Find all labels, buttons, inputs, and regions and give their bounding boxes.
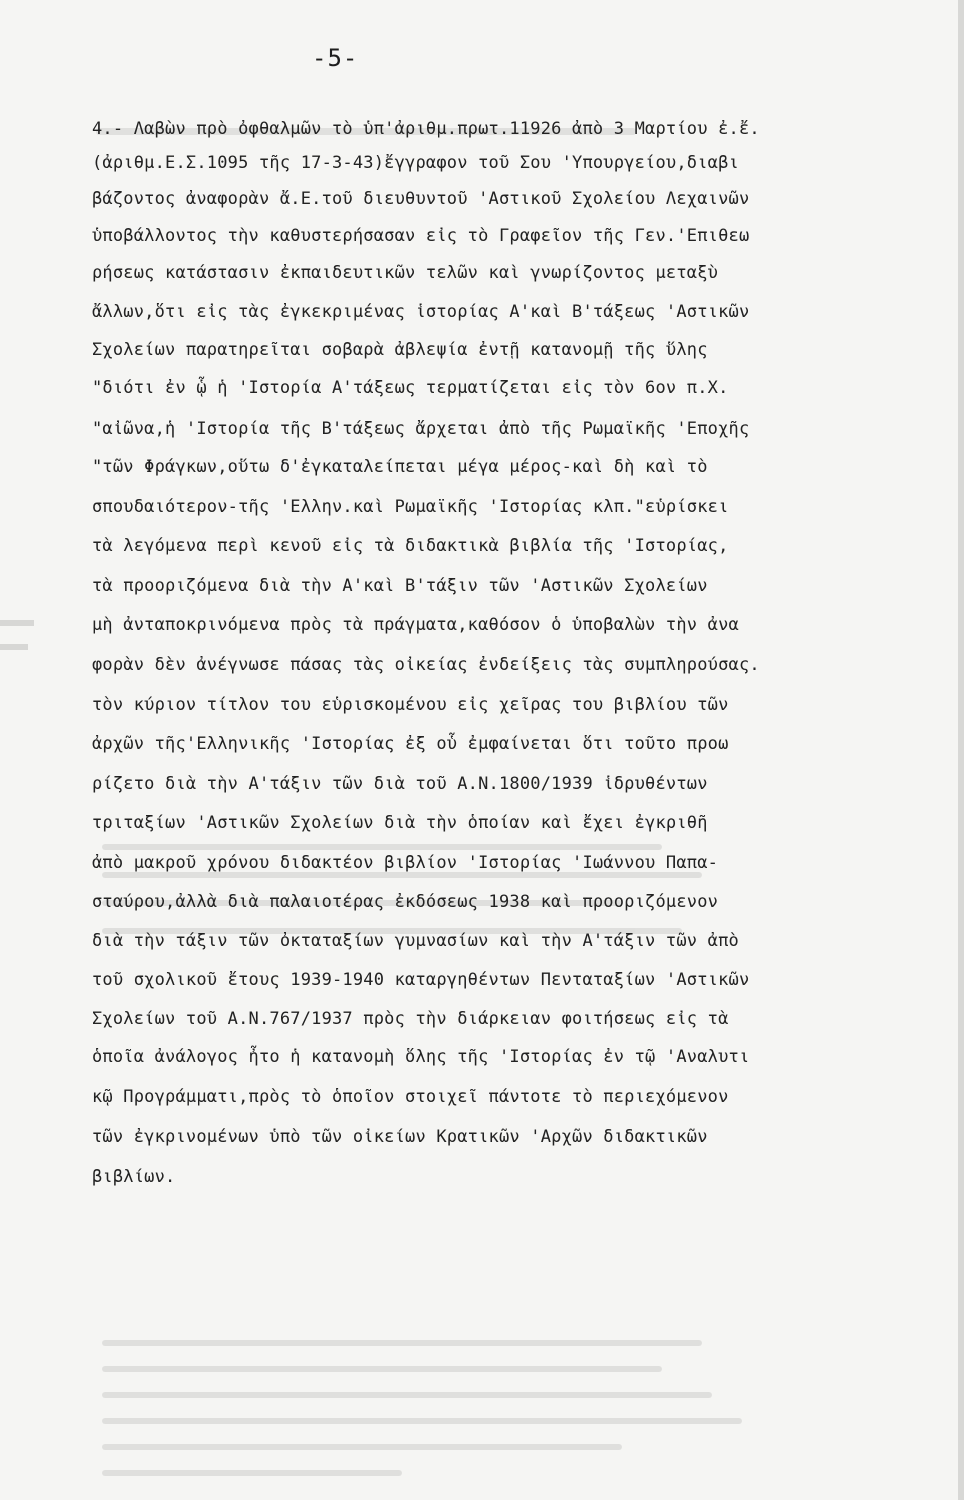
- text-line: ρήσεως κατάστασιν ἐκπαιδευτικῶν τελῶν καὶ γνωρίζοντος μεταξὺ: [92, 263, 719, 283]
- text-line: μὴ ἀνταποκρινόμενα πρὸς τὰ πράγματα,καθόσον ὁ ὑποβαλὼν τὴν ἀνα: [92, 615, 739, 635]
- text-line: τῶν ἐγκρινομένων ὑπὸ τῶν οἰκείων Κρατικῶν 'Αρχῶν διδακτικῶν: [92, 1127, 708, 1147]
- text-line: "διότι ἐν ᾧ ἡ 'Ιστορία Α'τάξεως τερματίζεται εἰς τὸν 6ον π.Χ.: [92, 378, 729, 398]
- text-line: (ἀριθμ.Ε.Σ.1095 τῆς 17-3-43)ἔγγραφον τοῦ Σου 'Υπουργείου,διαβι: [92, 153, 739, 173]
- text-line: τὰ προοριζόμενα διὰ τὴν Α'καὶ Β'τάξιν τῶν 'Αστικῶν Σχολείων: [92, 576, 708, 596]
- text-line: βιβλίων.: [92, 1167, 176, 1187]
- page-number: -5-: [312, 44, 359, 72]
- text-line: διὰ τὴν τάξιν τῶν ὀκταταξίων γυμνασίων καὶ τὴν Α'τάξιν τῶν ἀπὸ: [92, 931, 739, 951]
- text-line: βάζοντος ἀναφορὰν ἄ.Ε.τοῦ διευθυντοῦ 'Αστικοῦ Σχολείου Λεχαινῶν: [92, 189, 750, 209]
- text-line: ρίζετο διὰ τὴν Α'τάξιν τῶν διὰ τοῦ Α.Ν.1800/1939 ἱδρυθέντων: [92, 774, 708, 794]
- text-line: σταύρου,ἀλλὰ διὰ παλαιοτέρας ἐκδόσεως 1938 καὶ προοριζόμενον: [92, 892, 719, 912]
- text-line: τὸν κύριον τίτλον του εὑρισκομένου εἰς χεῖρας του βιβλίου τῶν: [92, 695, 729, 715]
- text-line: ἀπὸ μακροῦ χρόνου διδακτέον βιβλίον 'Ιστορίας 'Ιωάννου Παπα-: [92, 853, 719, 873]
- text-line: ἄλλων,ὅτι εἰς τὰς ἐγκεκριμένας ἱστορίας Α'καὶ Β'τάξεως 'Αστικῶν: [92, 302, 750, 322]
- text-line: τοῦ σχολικοῦ ἔτους 1939-1940 καταργηθέντων Πενταταξίων 'Αστικῶν: [92, 970, 750, 990]
- text-line: Σχολείων παρατηρεῖται σοβαρὰ ἀβλεψία ἐντῇ κατανομῇ τῆς ὕλης: [92, 340, 708, 360]
- text-line: ἀρχῶν τῆς'Ελληνικῆς 'Ιστορίας ἐξ οὗ ἐμφαίνεται ὅτι τοῦτο προω: [92, 734, 729, 754]
- text-line: ὁποῖα ἀνάλογος ἦτο ἡ κατανομὴ ὅλης τῆς 'Ιστορίας ἐν τῷ 'Αναλυτι: [92, 1047, 750, 1067]
- text-line: ὑποβάλλοντος τὴν καθυστερήσασαν εἰς τὸ Γραφεῖον τῆς Γεν.'Επιθεω: [92, 226, 750, 246]
- text-line: φορὰν δὲν ἀνέγνωσε πάσας τὰς οἰκείας ἐνδείξεις τὰς συμπληρούσας.: [92, 655, 760, 675]
- text-line: "αἰῶνα,ἡ 'Ιστορία τῆς Β'τάξεως ἄρχεται ἀπὸ τῆς Ρωμαϊκῆς 'Εποχῆς: [92, 419, 750, 439]
- text-line: σπουδαιότερον-τῆς 'Ελλην.καὶ Ρωμαϊκῆς 'Ιστορίας κλπ."εὑρίσκει: [92, 497, 729, 517]
- text-line: τριταξίων 'Αστικῶν Σχολείων διὰ τὴν ὁποίαν καὶ ἔχει ἐγκριθῆ: [92, 813, 708, 833]
- text-line: κῷ Προγράμματι,πρὸς τὸ ὁποῖον στοιχεῖ πάντοτε τὸ περιεχόμενον: [92, 1087, 729, 1107]
- text-line: Σχολείων τοῦ Α.Ν.767/1937 πρὸς τὴν διάρκειαν φοιτήσεως εἰς τὰ: [92, 1009, 729, 1029]
- text-line: 4.- Λαβὼν πρὸ ὀφθαλμῶν τὸ ὑπ'ἀριθμ.πρωτ.11926 ἀπὸ 3 Μαρτίου ἐ.ἔ.: [92, 119, 760, 139]
- text-line: τὰ λεγόμενα περὶ κενοῦ εἰς τὰ διδακτικὰ βιβλία τῆς 'Ιστορίας,: [92, 536, 729, 556]
- text-line: "τῶν Φράγκων,οὕτω δ'ἐγκαταλείπεται μέγα μέρος-καὶ δὴ καὶ τὸ: [92, 457, 708, 477]
